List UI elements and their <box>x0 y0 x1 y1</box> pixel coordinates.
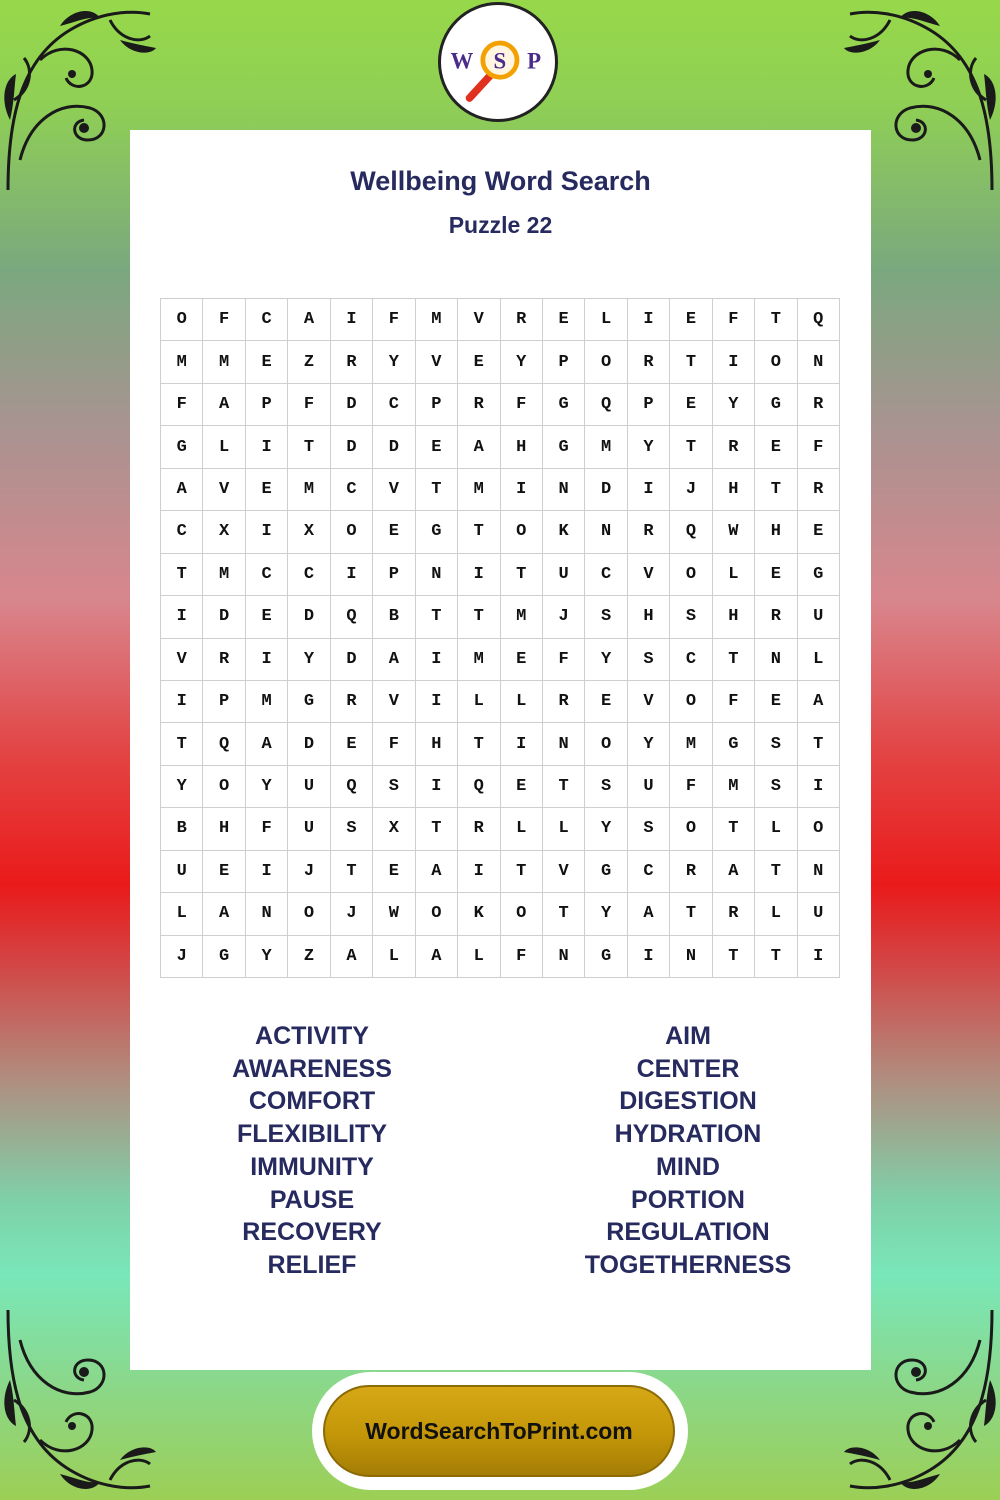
magnifier-logo-icon <box>441 5 555 119</box>
grid-cell[interactable]: M <box>713 766 755 808</box>
grid-cell[interactable]: Q <box>331 596 373 638</box>
grid-cell[interactable]: H <box>501 426 543 468</box>
grid-cell[interactable]: Q <box>798 299 840 341</box>
grid-cell[interactable]: J <box>543 596 585 638</box>
grid-cell[interactable]: A <box>373 639 415 681</box>
grid-cell[interactable]: A <box>713 851 755 893</box>
grid-cell[interactable]: I <box>246 851 288 893</box>
grid-cell[interactable]: U <box>543 554 585 596</box>
grid-cell[interactable]: I <box>331 299 373 341</box>
word-list-item: COMFORT <box>248 1087 376 1116</box>
grid-cell[interactable]: Y <box>713 384 755 426</box>
grid-cell[interactable]: C <box>331 469 373 511</box>
grid-cell[interactable]: O <box>331 511 373 553</box>
grid-cell[interactable]: R <box>713 893 755 935</box>
grid-cell[interactable]: I <box>161 596 203 638</box>
word-list-item: TOGETHERNESS <box>584 1250 792 1279</box>
grid-cell[interactable]: T <box>670 893 712 935</box>
grid-cell[interactable]: O <box>501 511 543 553</box>
grid-cell[interactable]: G <box>161 426 203 468</box>
grid-cell[interactable]: H <box>203 808 245 850</box>
grid-cell[interactable]: N <box>543 723 585 765</box>
grid-cell[interactable]: L <box>585 299 627 341</box>
grid-cell[interactable]: F <box>373 723 415 765</box>
grid-cell[interactable]: S <box>585 766 627 808</box>
grid-cell[interactable]: S <box>628 808 670 850</box>
grid-cell[interactable]: A <box>416 851 458 893</box>
puzzle-sheet <box>130 130 871 1370</box>
grid-cell[interactable]: F <box>161 384 203 426</box>
grid-cell[interactable]: R <box>458 808 500 850</box>
grid-cell[interactable]: M <box>246 681 288 723</box>
word-list-item: MIND <box>656 1152 720 1181</box>
grid-cell[interactable]: N <box>755 639 797 681</box>
grid-cell[interactable]: V <box>628 681 670 723</box>
grid-cell[interactable]: R <box>203 639 245 681</box>
grid-cell[interactable]: X <box>373 808 415 850</box>
grid-cell[interactable]: T <box>755 469 797 511</box>
grid-cell[interactable]: G <box>288 681 330 723</box>
grid-cell[interactable]: J <box>288 851 330 893</box>
grid-cell[interactable]: G <box>585 851 627 893</box>
grid-cell[interactable]: T <box>713 808 755 850</box>
page-title: Wellbeing Word Search <box>350 166 651 196</box>
grid-cell[interactable]: M <box>416 299 458 341</box>
grid-cell[interactable]: W <box>373 893 415 935</box>
grid-cell[interactable]: C <box>246 299 288 341</box>
grid-cell[interactable]: F <box>203 299 245 341</box>
grid-cell[interactable]: M <box>288 469 330 511</box>
grid-cell[interactable]: I <box>628 469 670 511</box>
grid-cell[interactable]: D <box>585 469 627 511</box>
grid-cell[interactable]: L <box>373 936 415 978</box>
grid-cell[interactable]: J <box>161 936 203 978</box>
grid-cell[interactable]: E <box>416 426 458 468</box>
grid-cell[interactable]: D <box>331 639 373 681</box>
grid-cell[interactable]: P <box>373 554 415 596</box>
grid-cell[interactable]: E <box>501 639 543 681</box>
grid-cell[interactable]: V <box>458 299 500 341</box>
grid-cell[interactable]: T <box>458 596 500 638</box>
grid-cell[interactable]: A <box>246 723 288 765</box>
grid-cell[interactable]: X <box>288 511 330 553</box>
grid-cell[interactable]: T <box>670 341 712 383</box>
grid-cell[interactable]: J <box>670 469 712 511</box>
grid-cell[interactable]: L <box>713 554 755 596</box>
grid-cell[interactable]: D <box>288 723 330 765</box>
grid-cell[interactable]: A <box>203 893 245 935</box>
grid-cell[interactable]: V <box>203 469 245 511</box>
grid-cell[interactable]: I <box>501 723 543 765</box>
grid-cell[interactable]: S <box>373 766 415 808</box>
grid-cell[interactable]: Z <box>288 341 330 383</box>
word-list-item: PAUSE <box>269 1185 355 1214</box>
grid-cell[interactable]: O <box>203 766 245 808</box>
grid-cell[interactable]: I <box>246 639 288 681</box>
grid-cell[interactable]: L <box>755 893 797 935</box>
grid-cell[interactable]: I <box>798 936 840 978</box>
grid-cell[interactable]: Y <box>288 639 330 681</box>
grid-cell[interactable]: U <box>288 808 330 850</box>
grid-cell[interactable]: A <box>288 299 330 341</box>
grid-cell[interactable]: T <box>798 723 840 765</box>
grid-cell[interactable]: M <box>501 596 543 638</box>
grid-cell[interactable]: C <box>373 384 415 426</box>
grid-cell[interactable]: H <box>755 511 797 553</box>
grid-cell[interactable]: O <box>585 723 627 765</box>
grid-cell[interactable]: P <box>203 681 245 723</box>
grid-cell[interactable]: M <box>203 554 245 596</box>
grid-cell[interactable]: N <box>798 341 840 383</box>
grid-cell[interactable]: Q <box>203 723 245 765</box>
grid-cell[interactable]: E <box>755 426 797 468</box>
grid-cell[interactable]: E <box>585 681 627 723</box>
grid-cell[interactable]: T <box>288 426 330 468</box>
grid-cell[interactable]: T <box>458 511 500 553</box>
grid-cell[interactable]: L <box>458 681 500 723</box>
grid-cell[interactable]: B <box>373 596 415 638</box>
grid-cell[interactable]: M <box>458 639 500 681</box>
grid-cell[interactable]: H <box>713 469 755 511</box>
grid-cell[interactable]: D <box>331 384 373 426</box>
grid-cell[interactable]: F <box>713 299 755 341</box>
grid-cell[interactable]: I <box>458 554 500 596</box>
grid-cell[interactable]: U <box>798 893 840 935</box>
grid-cell[interactable]: I <box>458 851 500 893</box>
grid-cell[interactable]: V <box>416 341 458 383</box>
grid-cell[interactable]: A <box>161 469 203 511</box>
grid-cell[interactable]: S <box>331 808 373 850</box>
grid-cell[interactable]: E <box>670 384 712 426</box>
grid-cell[interactable]: C <box>585 554 627 596</box>
grid-cell[interactable]: S <box>628 639 670 681</box>
grid-cell[interactable]: Q <box>585 384 627 426</box>
grid-cell[interactable]: D <box>203 596 245 638</box>
grid-cell[interactable]: E <box>331 723 373 765</box>
grid-cell[interactable]: T <box>755 299 797 341</box>
grid-cell[interactable]: G <box>543 426 585 468</box>
word-list-item: PORTION <box>631 1185 745 1214</box>
grid-cell[interactable]: Y <box>585 808 627 850</box>
grid-cell[interactable]: K <box>458 893 500 935</box>
grid-cell[interactable]: I <box>713 341 755 383</box>
grid-cell[interactable]: H <box>713 596 755 638</box>
grid-cell[interactable]: D <box>373 426 415 468</box>
grid-cell[interactable]: U <box>798 596 840 638</box>
footer-badge <box>312 1372 688 1490</box>
grid-cell[interactable]: I <box>246 426 288 468</box>
grid-cell[interactable]: I <box>628 299 670 341</box>
grid-cell[interactable]: L <box>203 426 245 468</box>
grid-cell[interactable]: Z <box>288 936 330 978</box>
grid-cell[interactable]: T <box>543 766 585 808</box>
grid-cell[interactable]: M <box>458 469 500 511</box>
grid-cell[interactable]: T <box>331 851 373 893</box>
grid-cell[interactable]: G <box>203 936 245 978</box>
logo-letter-p: P <box>527 48 542 74</box>
grid-cell[interactable]: O <box>585 341 627 383</box>
grid-cell[interactable]: E <box>755 554 797 596</box>
grid-cell[interactable]: V <box>373 681 415 723</box>
logo-letter-w: W <box>450 48 474 74</box>
grid-cell[interactable]: R <box>458 384 500 426</box>
grid-cell[interactable]: V <box>373 469 415 511</box>
grid-cell[interactable]: O <box>755 341 797 383</box>
grid-cell[interactable]: N <box>798 851 840 893</box>
grid-cell[interactable]: R <box>331 681 373 723</box>
word-list-item: REGULATION <box>606 1218 770 1247</box>
grid-cell[interactable]: E <box>798 511 840 553</box>
grid-cell[interactable]: G <box>416 511 458 553</box>
grid-cell[interactable]: T <box>416 808 458 850</box>
logo-letter-s: S <box>493 48 507 74</box>
grid-cell[interactable]: C <box>246 554 288 596</box>
grid-cell[interactable]: E <box>373 511 415 553</box>
grid-cell[interactable]: T <box>161 554 203 596</box>
grid-cell[interactable]: Y <box>501 341 543 383</box>
grid-cell[interactable]: F <box>246 808 288 850</box>
grid-cell[interactable]: S <box>585 596 627 638</box>
grid-cell[interactable]: T <box>713 936 755 978</box>
grid-cell[interactable]: T <box>416 469 458 511</box>
grid-cell[interactable]: A <box>331 936 373 978</box>
grid-cell[interactable]: N <box>670 936 712 978</box>
word-list-item: RELIEF <box>267 1250 357 1279</box>
word-list-item: CENTER <box>636 1054 740 1083</box>
grid-cell[interactable]: O <box>161 299 203 341</box>
grid-cell[interactable]: E <box>670 299 712 341</box>
grid-cell[interactable]: E <box>246 596 288 638</box>
grid-cell[interactable]: E <box>246 341 288 383</box>
grid-cell[interactable]: Y <box>246 766 288 808</box>
grid-cell[interactable]: T <box>755 936 797 978</box>
website-link-button[interactable]: WordSearchToPrint.com <box>323 1385 675 1477</box>
grid-cell[interactable]: T <box>458 723 500 765</box>
grid-cell[interactable]: Y <box>585 639 627 681</box>
grid-cell[interactable]: A <box>458 426 500 468</box>
grid-cell[interactable]: F <box>713 681 755 723</box>
grid-cell[interactable]: I <box>246 511 288 553</box>
grid-cell[interactable]: R <box>670 851 712 893</box>
grid-cell[interactable]: I <box>416 681 458 723</box>
grid-cell[interactable]: G <box>798 554 840 596</box>
puzzle-number: Puzzle 22 <box>448 212 553 238</box>
grid-cell[interactable]: F <box>501 936 543 978</box>
grid-cell[interactable]: F <box>501 384 543 426</box>
grid-cell[interactable]: Y <box>628 723 670 765</box>
grid-cell[interactable]: G <box>543 384 585 426</box>
grid-cell[interactable]: Y <box>161 766 203 808</box>
grid-cell[interactable]: Y <box>373 341 415 383</box>
word-list-item: IMMUNITY <box>250 1152 374 1181</box>
grid-cell[interactable]: T <box>416 596 458 638</box>
grid-cell[interactable]: U <box>628 766 670 808</box>
grid-cell[interactable]: T <box>161 723 203 765</box>
grid-cell[interactable]: U <box>161 851 203 893</box>
word-list-item: AIM <box>665 1022 711 1050</box>
grid-cell[interactable]: I <box>501 469 543 511</box>
grid-cell[interactable]: I <box>331 554 373 596</box>
grid-cell[interactable]: K <box>543 511 585 553</box>
grid-cell[interactable]: I <box>628 936 670 978</box>
grid-cell[interactable]: T <box>755 851 797 893</box>
grid-cell[interactable]: J <box>331 893 373 935</box>
grid-cell[interactable]: F <box>798 426 840 468</box>
grid-cell[interactable]: W <box>713 511 755 553</box>
grid-cell[interactable]: H <box>628 596 670 638</box>
grid-cell[interactable]: P <box>628 384 670 426</box>
grid-cell[interactable]: B <box>161 808 203 850</box>
grid-cell[interactable]: D <box>288 596 330 638</box>
grid-cell[interactable]: O <box>288 893 330 935</box>
grid-cell[interactable]: F <box>543 639 585 681</box>
grid-cell[interactable]: T <box>670 426 712 468</box>
word-list-left <box>152 1020 472 1282</box>
word-list-item: AWARENESS <box>232 1054 392 1083</box>
grid-cell[interactable]: Y <box>246 936 288 978</box>
grid-cell[interactable]: A <box>798 681 840 723</box>
grid-cell[interactable]: I <box>798 766 840 808</box>
grid-cell[interactable]: Q <box>670 511 712 553</box>
grid-cell[interactable]: O <box>670 554 712 596</box>
grid-cell[interactable]: H <box>416 723 458 765</box>
grid-cell[interactable]: A <box>416 936 458 978</box>
grid-cell[interactable]: Q <box>331 766 373 808</box>
grid-cell[interactable]: C <box>161 511 203 553</box>
grid-cell[interactable]: R <box>501 299 543 341</box>
grid-cell[interactable]: E <box>501 766 543 808</box>
grid-cell[interactable]: A <box>628 893 670 935</box>
grid-cell[interactable]: O <box>670 808 712 850</box>
grid-cell[interactable]: R <box>713 426 755 468</box>
grid-cell[interactable]: V <box>628 554 670 596</box>
grid-cell[interactable]: O <box>670 681 712 723</box>
word-list-item: RECOVERY <box>242 1218 382 1247</box>
grid-cell[interactable]: E <box>543 299 585 341</box>
grid-cell[interactable]: O <box>798 808 840 850</box>
grid-cell[interactable]: L <box>458 936 500 978</box>
grid-cell[interactable]: R <box>628 341 670 383</box>
grid-cell[interactable]: I <box>161 681 203 723</box>
grid-cell[interactable]: T <box>543 893 585 935</box>
letter-grid <box>160 298 840 978</box>
grid-cell[interactable]: L <box>543 808 585 850</box>
grid-cell[interactable]: G <box>713 723 755 765</box>
grid-cell[interactable]: R <box>755 596 797 638</box>
grid-cell[interactable]: Q <box>458 766 500 808</box>
grid-cell[interactable]: P <box>416 384 458 426</box>
grid-cell[interactable]: C <box>628 851 670 893</box>
grid-cell[interactable]: N <box>585 511 627 553</box>
grid-cell[interactable]: N <box>416 554 458 596</box>
grid-cell[interactable]: P <box>246 384 288 426</box>
grid-cell[interactable]: M <box>203 341 245 383</box>
grid-cell[interactable]: U <box>288 766 330 808</box>
grid-cell[interactable]: F <box>670 766 712 808</box>
grid-cell[interactable]: X <box>203 511 245 553</box>
grid-cell[interactable]: R <box>628 511 670 553</box>
grid-cell[interactable]: R <box>798 384 840 426</box>
grid-cell[interactable]: V <box>161 639 203 681</box>
grid-cell[interactable]: E <box>373 851 415 893</box>
grid-cell[interactable]: I <box>416 639 458 681</box>
grid-cell[interactable]: E <box>458 341 500 383</box>
grid-cell[interactable]: F <box>288 384 330 426</box>
grid-cell[interactable]: L <box>755 808 797 850</box>
word-list-item: ACTIVITY <box>255 1022 369 1050</box>
grid-cell[interactable]: E <box>755 681 797 723</box>
grid-cell[interactable]: O <box>501 893 543 935</box>
grid-cell[interactable]: Y <box>585 893 627 935</box>
logo <box>438 2 558 122</box>
grid-cell[interactable]: L <box>161 893 203 935</box>
grid-cell[interactable]: G <box>585 936 627 978</box>
word-list-item: DIGESTION <box>619 1087 757 1116</box>
grid-cell[interactable]: P <box>543 341 585 383</box>
grid-cell[interactable]: R <box>543 681 585 723</box>
grid-cell[interactable]: C <box>670 639 712 681</box>
grid-cell[interactable]: T <box>501 851 543 893</box>
word-list-item: FLEXIBILITY <box>237 1120 387 1149</box>
grid-cell[interactable]: A <box>203 384 245 426</box>
grid-cell[interactable]: N <box>543 936 585 978</box>
grid-cell[interactable]: E <box>203 851 245 893</box>
grid-cell[interactable]: V <box>543 851 585 893</box>
word-list-right <box>528 1020 848 1282</box>
grid-cell[interactable]: M <box>585 426 627 468</box>
grid-cell[interactable]: R <box>331 341 373 383</box>
grid-cell[interactable]: T <box>713 639 755 681</box>
grid-cell[interactable]: C <box>288 554 330 596</box>
word-list-item: HYDRATION <box>614 1120 762 1149</box>
grid-cell[interactable]: L <box>798 639 840 681</box>
grid-cell[interactable]: L <box>501 808 543 850</box>
grid-cell[interactable]: M <box>670 723 712 765</box>
grid-cell[interactable]: G <box>755 384 797 426</box>
grid-cell[interactable]: N <box>543 469 585 511</box>
grid-cell[interactable]: M <box>161 341 203 383</box>
grid-cell[interactable]: L <box>501 681 543 723</box>
grid-cell[interactable]: E <box>246 469 288 511</box>
grid-cell[interactable]: S <box>755 723 797 765</box>
grid-cell[interactable]: N <box>246 893 288 935</box>
grid-cell[interactable]: T <box>501 554 543 596</box>
grid-cell[interactable]: O <box>416 893 458 935</box>
grid-cell[interactable]: Y <box>628 426 670 468</box>
grid-cell[interactable]: S <box>670 596 712 638</box>
grid-cell[interactable]: S <box>755 766 797 808</box>
grid-cell[interactable]: D <box>331 426 373 468</box>
grid-cell[interactable]: R <box>798 469 840 511</box>
grid-cell[interactable]: I <box>416 766 458 808</box>
grid-cell[interactable]: F <box>373 299 415 341</box>
